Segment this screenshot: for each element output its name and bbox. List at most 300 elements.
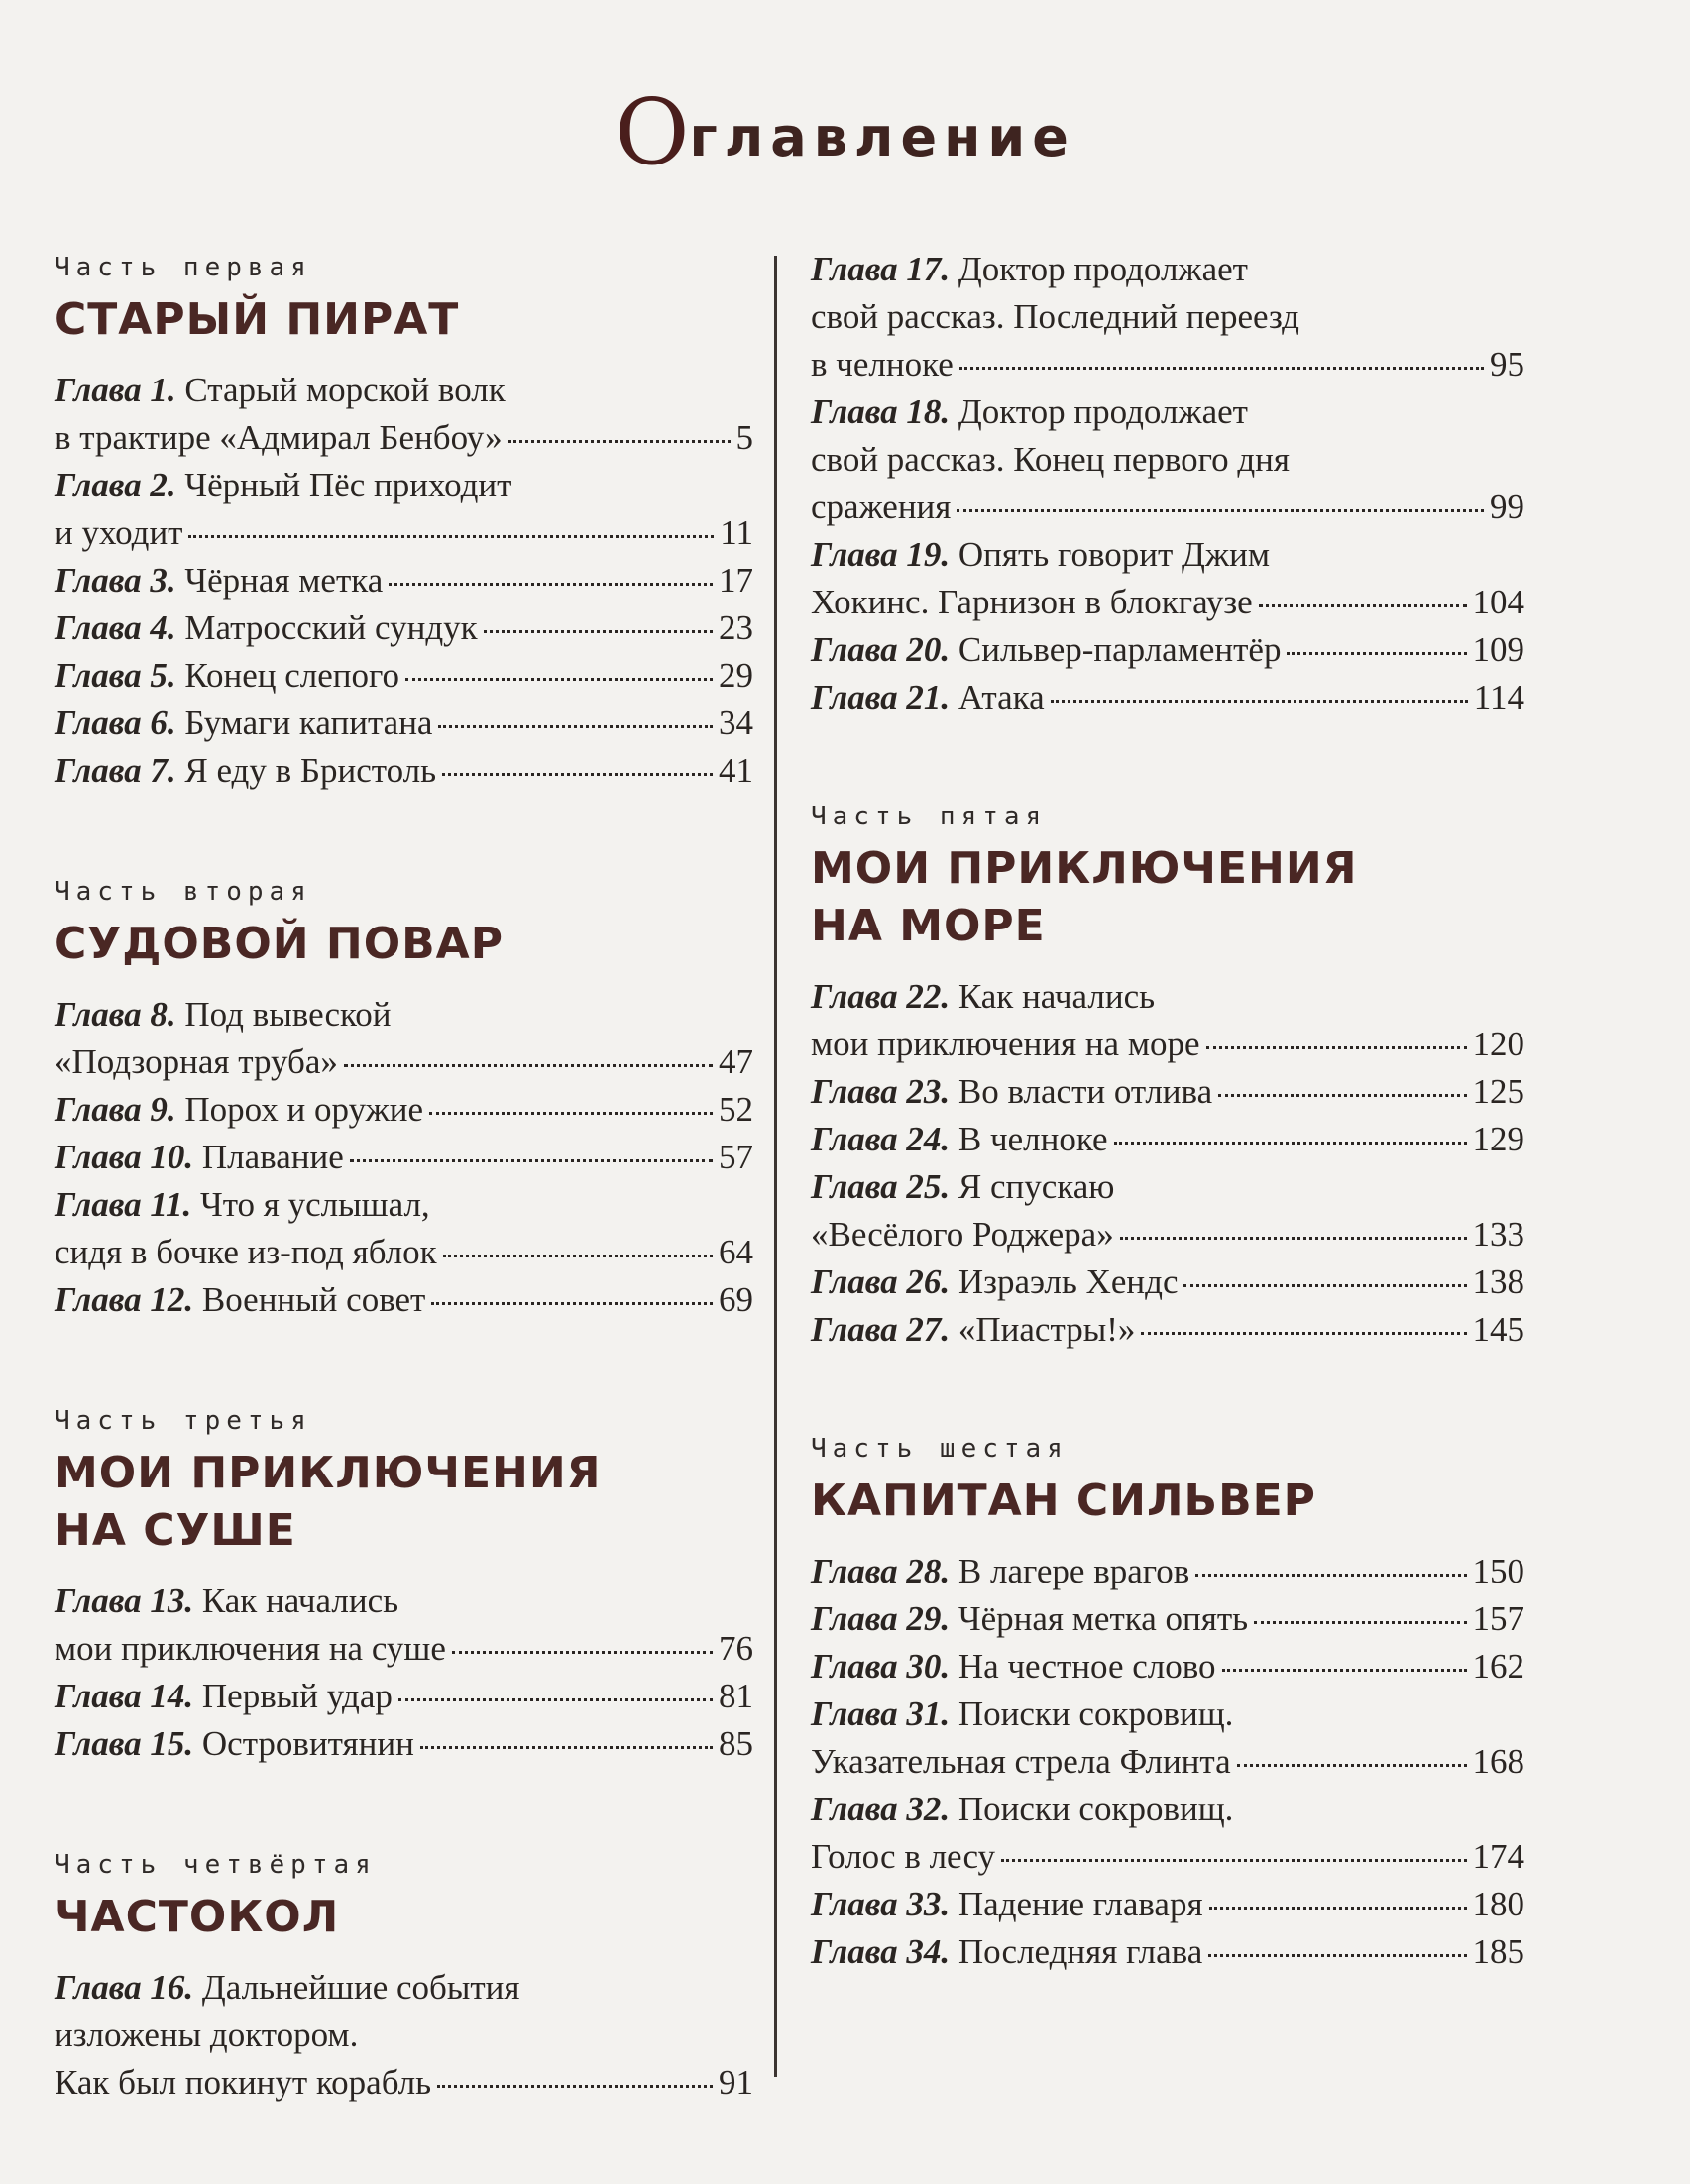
chapter-line-text bbox=[55, 747, 436, 795]
chapter-line bbox=[55, 1720, 753, 1768]
dot-leader bbox=[420, 1746, 713, 1749]
chapter-label: Глава 27. bbox=[811, 1310, 951, 1349]
chapter-line bbox=[55, 1038, 753, 1086]
chapter-entry[interactable] bbox=[811, 1068, 1524, 1116]
chapter-line bbox=[811, 1021, 1524, 1068]
chapter-entry[interactable] bbox=[811, 1306, 1524, 1354]
chapter-title-text: Сильвер-парламентёр bbox=[958, 630, 1282, 669]
chapter-label: Глава 1. bbox=[55, 371, 176, 409]
chapter-line-text bbox=[55, 2059, 431, 2107]
chapter-title-text: сидя в бочке из-под яблок bbox=[55, 1233, 437, 1271]
chapter-line-text bbox=[811, 1021, 1200, 1068]
dot-leader bbox=[1259, 604, 1467, 607]
chapter-line bbox=[55, 1964, 753, 2012]
chapter-title-text: Чёрная метка bbox=[184, 561, 384, 600]
chapter-title-text: Как начались bbox=[201, 1582, 399, 1620]
chapter-line bbox=[811, 246, 1524, 293]
chapter-entry[interactable] bbox=[55, 1134, 753, 1181]
chapter-line bbox=[55, 991, 753, 1038]
page-number: 52 bbox=[719, 1090, 753, 1129]
chapter-title-text: сражения bbox=[811, 488, 952, 526]
chapter-title-text: В лагере врагов bbox=[958, 1552, 1190, 1590]
chapter-title-text: Доктор продолжает bbox=[958, 392, 1248, 431]
chapter-entry[interactable] bbox=[55, 1673, 753, 1720]
page-number: 145 bbox=[1472, 1310, 1524, 1349]
chapter-title-text: Чёрная метка опять bbox=[958, 1599, 1249, 1638]
chapter-line bbox=[811, 1786, 1524, 1833]
page-number: 11 bbox=[720, 513, 753, 552]
chapter-entry[interactable] bbox=[55, 1578, 753, 1673]
chapter-entry[interactable] bbox=[811, 1881, 1524, 1928]
chapter-line bbox=[811, 1691, 1524, 1738]
page-number: 99 bbox=[1490, 488, 1524, 526]
chapter-line-text bbox=[811, 1548, 1189, 1595]
dot-leader bbox=[437, 2085, 713, 2088]
chapter-line-text bbox=[811, 1163, 1114, 1211]
chapter-label: Глава 29. bbox=[811, 1599, 951, 1638]
chapter-line bbox=[811, 1643, 1524, 1691]
chapter-label: Глава 14. bbox=[55, 1677, 194, 1715]
chapter-entry[interactable] bbox=[55, 1276, 753, 1324]
chapter-entry[interactable] bbox=[55, 462, 753, 557]
chapter-line bbox=[55, 1673, 753, 1720]
chapter-line bbox=[55, 747, 753, 795]
chapter-entry[interactable] bbox=[55, 747, 753, 795]
chapter-line bbox=[55, 2059, 753, 2107]
chapter-title-text: Матросский сундук bbox=[184, 608, 478, 647]
chapter-label: Глава 20. bbox=[811, 630, 951, 669]
chapter-entry[interactable] bbox=[811, 1928, 1524, 1976]
chapter-label: Глава 21. bbox=[811, 678, 951, 716]
chapter-title-text: Первый удар bbox=[201, 1677, 393, 1715]
chapter-line bbox=[811, 1258, 1524, 1306]
dot-leader bbox=[1001, 1859, 1466, 1862]
dot-leader bbox=[1141, 1332, 1466, 1335]
page-number: 17 bbox=[719, 561, 753, 600]
chapter-entry[interactable] bbox=[811, 1643, 1524, 1691]
chapter-line-text bbox=[811, 531, 1270, 579]
chapter-entry[interactable] bbox=[55, 700, 753, 747]
chapter-entry[interactable] bbox=[811, 1595, 1524, 1643]
part-title: ЧАСТОКОЛ bbox=[55, 1892, 340, 1942]
chapter-line-text bbox=[811, 1211, 1114, 1258]
toc-right-column bbox=[811, 246, 1524, 2051]
dot-leader bbox=[1206, 1046, 1467, 1049]
chapter-line bbox=[811, 531, 1524, 579]
chapter-line bbox=[811, 293, 1524, 341]
chapter-label: Глава 13. bbox=[55, 1582, 194, 1620]
chapter-title-text: в челноке bbox=[811, 345, 954, 383]
chapter-line-text bbox=[55, 462, 511, 509]
page-number: 138 bbox=[1472, 1262, 1524, 1301]
chapter-line-text bbox=[811, 1928, 1202, 1976]
chapter-line-text bbox=[811, 1691, 1233, 1738]
chapter-title-text: Атака bbox=[958, 678, 1045, 716]
chapter-title-text: Я еду в Бристоль bbox=[184, 751, 437, 790]
part-label: Часть четвёртая bbox=[55, 1850, 377, 1880]
dot-leader bbox=[431, 1302, 713, 1305]
page-number: 174 bbox=[1472, 1837, 1524, 1876]
chapter-label: Глава 3. bbox=[55, 561, 176, 600]
part-label: Часть шестая bbox=[811, 1434, 1069, 1464]
dot-leader bbox=[442, 773, 713, 776]
toc-part bbox=[55, 872, 753, 1324]
chapter-label: Глава 26. bbox=[811, 1262, 951, 1301]
chapter-title-text: мои приключения на суше bbox=[55, 1629, 446, 1668]
chapter-title-text: Хокинс. Гарнизон в блокгаузе bbox=[811, 583, 1253, 621]
chapter-line bbox=[55, 462, 753, 509]
page-number: 64 bbox=[719, 1233, 753, 1271]
chapter-title-text: Я спускаю bbox=[958, 1167, 1115, 1206]
chapter-title-text: Поиски сокровищ. bbox=[958, 1694, 1234, 1733]
chapter-line-text bbox=[811, 484, 951, 531]
page-number: 180 bbox=[1472, 1885, 1524, 1923]
chapter-line-text bbox=[811, 973, 1155, 1021]
chapter-line-text bbox=[55, 652, 399, 700]
chapter-line bbox=[55, 367, 753, 414]
page-number: 114 bbox=[1473, 678, 1524, 716]
chapter-label: Глава 8. bbox=[55, 995, 176, 1034]
chapter-line-text bbox=[55, 1229, 437, 1276]
chapter-label: Глава 33. bbox=[811, 1885, 951, 1923]
chapter-line-text bbox=[811, 1643, 1216, 1691]
dot-leader bbox=[1183, 1284, 1466, 1287]
chapter-line bbox=[811, 1833, 1524, 1881]
chapter-line-text bbox=[55, 1578, 398, 1625]
chapter-line-text bbox=[811, 1068, 1212, 1116]
chapter-entry[interactable] bbox=[811, 246, 1524, 388]
chapter-line bbox=[811, 1163, 1524, 1211]
chapter-line-text bbox=[55, 1673, 393, 1720]
toc-part bbox=[55, 248, 753, 795]
chapter-line-text bbox=[811, 246, 1248, 293]
page-number: 91 bbox=[719, 2063, 753, 2102]
chapter-line bbox=[811, 1928, 1524, 1976]
chapter-title-text: Что я услышал, bbox=[199, 1185, 430, 1224]
chapter-title-text: Последняя глава bbox=[958, 1932, 1203, 1971]
page-number: 47 bbox=[719, 1042, 753, 1081]
page-title bbox=[0, 71, 1690, 185]
page-number: 5 bbox=[735, 418, 753, 457]
page-number: 41 bbox=[719, 751, 753, 790]
chapter-line-text bbox=[811, 1258, 1178, 1306]
chapter-title-text: Дальнейшие события bbox=[201, 1968, 520, 2007]
chapter-line bbox=[811, 579, 1524, 626]
chapter-label: Глава 12. bbox=[55, 1280, 194, 1319]
chapter-line-text bbox=[811, 388, 1248, 436]
chapter-line-text bbox=[55, 700, 432, 747]
chapter-title-text: свой рассказ. Последний переезд bbox=[811, 297, 1299, 336]
dot-leader bbox=[429, 1112, 713, 1115]
chapter-entry[interactable] bbox=[811, 973, 1524, 1068]
chapter-line bbox=[811, 626, 1524, 674]
chapter-label: Глава 16. bbox=[55, 1968, 194, 2007]
chapter-entry[interactable] bbox=[55, 367, 753, 462]
part-title: СТАРЫЙ ПИРАТ bbox=[55, 294, 460, 345]
chapter-line-text bbox=[55, 991, 391, 1038]
chapter-line-text bbox=[55, 557, 383, 604]
toc-part bbox=[811, 797, 1524, 1354]
chapter-label: Глава 17. bbox=[811, 250, 951, 288]
chapter-line-text bbox=[55, 1038, 338, 1086]
chapter-title-text: Опять говорит Джим bbox=[958, 535, 1270, 574]
part-title: СУДОВОЙ ПОВАР bbox=[55, 919, 504, 969]
chapter-line bbox=[55, 1578, 753, 1625]
page-number: 85 bbox=[719, 1724, 753, 1763]
chapter-line-text bbox=[811, 626, 1281, 674]
page-number: 157 bbox=[1472, 1599, 1524, 1638]
chapter-line-text bbox=[55, 509, 182, 557]
toc-part bbox=[811, 1429, 1524, 1976]
chapter-label: Глава 28. bbox=[811, 1552, 951, 1590]
chapter-line-text bbox=[811, 1116, 1108, 1163]
chapter-entry[interactable] bbox=[811, 674, 1524, 721]
chapter-label: Глава 23. bbox=[811, 1072, 951, 1111]
chapter-entry[interactable] bbox=[55, 1086, 753, 1134]
chapter-line bbox=[811, 1548, 1524, 1595]
chapter-line bbox=[55, 557, 753, 604]
page-number: 95 bbox=[1490, 345, 1524, 383]
chapter-line bbox=[811, 1116, 1524, 1163]
chapter-label: Глава 5. bbox=[55, 656, 176, 695]
chapter-line bbox=[811, 1068, 1524, 1116]
chapter-line-text bbox=[55, 1276, 425, 1324]
chapter-title-text: В челноке bbox=[958, 1120, 1108, 1158]
chapter-line bbox=[811, 484, 1524, 531]
chapter-title-text: Указательная стрела Флинта bbox=[811, 1742, 1231, 1781]
chapter-entry[interactable] bbox=[811, 1548, 1524, 1595]
page-number: 125 bbox=[1472, 1072, 1524, 1111]
dot-leader bbox=[1051, 700, 1468, 703]
chapter-entry[interactable] bbox=[811, 388, 1524, 531]
chapter-entry[interactable] bbox=[55, 652, 753, 700]
chapter-line bbox=[811, 1595, 1524, 1643]
chapter-entry[interactable] bbox=[811, 1691, 1524, 1786]
chapter-title-text: «Пиастры!» bbox=[958, 1310, 1136, 1349]
chapter-line bbox=[811, 1738, 1524, 1786]
chapter-line-text bbox=[811, 579, 1253, 626]
page-number: 129 bbox=[1472, 1120, 1524, 1158]
chapter-line bbox=[55, 652, 753, 700]
part-label: Часть пятая bbox=[811, 802, 1048, 831]
page-number: 162 bbox=[1472, 1647, 1524, 1686]
part-title: МОИ ПРИКЛЮЧЕНИЯ НА СУШЕ bbox=[55, 1448, 602, 1556]
page-number: 57 bbox=[719, 1138, 753, 1176]
chapter-line-text bbox=[55, 1964, 519, 2012]
chapter-entry[interactable] bbox=[55, 1964, 753, 2107]
chapter-title-text: Под вывеской bbox=[184, 995, 392, 1034]
chapter-line-text bbox=[55, 414, 503, 462]
dot-leader bbox=[1218, 1094, 1466, 1097]
chapter-line bbox=[811, 973, 1524, 1021]
chapter-label: Глава 24. bbox=[811, 1120, 951, 1158]
toc-left-column bbox=[55, 248, 753, 2184]
page-number: 150 bbox=[1472, 1552, 1524, 1590]
chapter-line bbox=[811, 1881, 1524, 1928]
chapter-line-text bbox=[811, 293, 1299, 341]
chapter-line bbox=[55, 1625, 753, 1673]
chapter-label: Глава 31. bbox=[811, 1694, 951, 1733]
chapter-line bbox=[55, 604, 753, 652]
chapter-line-text bbox=[55, 1720, 414, 1768]
dot-leader bbox=[1287, 652, 1466, 655]
chapter-entry[interactable] bbox=[811, 1163, 1524, 1258]
chapter-label: Глава 11. bbox=[55, 1185, 192, 1224]
part-label: Часть первая bbox=[55, 253, 312, 282]
chapter-label: Глава 7. bbox=[55, 751, 176, 790]
chapter-title-text: Падение главаря bbox=[958, 1885, 1203, 1923]
chapter-label: Глава 10. bbox=[55, 1138, 194, 1176]
dot-leader bbox=[1195, 1574, 1466, 1577]
chapter-title-text: и уходит bbox=[55, 513, 183, 552]
dot-leader bbox=[959, 367, 1484, 370]
chapter-line-text bbox=[55, 1086, 423, 1134]
page-number: 34 bbox=[719, 704, 753, 742]
toc-part bbox=[811, 246, 1524, 721]
dot-leader bbox=[398, 1698, 713, 1701]
chapter-line bbox=[811, 388, 1524, 436]
part-label: Часть третья bbox=[55, 1406, 312, 1436]
page-title-rest: главление bbox=[689, 106, 1075, 168]
dot-leader bbox=[1208, 1954, 1466, 1957]
dot-leader bbox=[389, 583, 713, 586]
dot-leader bbox=[1222, 1669, 1467, 1672]
chapter-line-text bbox=[55, 1181, 430, 1229]
dot-leader bbox=[452, 1651, 713, 1654]
chapter-label: Глава 9. bbox=[55, 1090, 176, 1129]
chapter-entry[interactable] bbox=[55, 1720, 753, 1768]
chapter-title-text: Военный совет bbox=[201, 1280, 426, 1319]
chapter-entry[interactable] bbox=[811, 1258, 1524, 1306]
chapter-line-text bbox=[55, 367, 506, 414]
chapter-line-text bbox=[55, 1134, 344, 1181]
chapter-title-text: Как был покинут корабль bbox=[55, 2063, 432, 2102]
chapter-title-text: Конец слепого bbox=[184, 656, 399, 695]
chapter-title-text: Порох и оружие bbox=[184, 1090, 424, 1129]
dot-leader bbox=[1120, 1237, 1467, 1240]
chapter-line bbox=[55, 1229, 753, 1276]
chapter-line-text bbox=[55, 604, 478, 652]
chapter-entry[interactable] bbox=[811, 531, 1524, 626]
chapter-line-text bbox=[811, 1306, 1135, 1354]
page-number: 29 bbox=[719, 656, 753, 695]
page-number: 185 bbox=[1472, 1932, 1524, 1971]
page-number: 69 bbox=[719, 1280, 753, 1319]
dot-leader bbox=[188, 535, 714, 538]
chapter-label: Глава 18. bbox=[811, 392, 951, 431]
page-number: 104 bbox=[1472, 583, 1524, 621]
chapter-entry[interactable] bbox=[811, 1116, 1524, 1163]
chapter-entry[interactable] bbox=[55, 604, 753, 652]
chapter-line bbox=[55, 1086, 753, 1134]
dot-leader bbox=[350, 1159, 713, 1162]
chapter-line-text bbox=[55, 2012, 358, 2059]
dot-leader bbox=[1209, 1907, 1467, 1910]
chapter-label: Глава 4. bbox=[55, 608, 176, 647]
chapter-line bbox=[55, 509, 753, 557]
chapter-line bbox=[811, 1211, 1524, 1258]
dot-leader bbox=[1237, 1764, 1467, 1767]
chapter-title-text: Плавание bbox=[201, 1138, 344, 1176]
chapter-line bbox=[55, 1276, 753, 1324]
chapter-line-text bbox=[811, 436, 1290, 484]
page-number: 109 bbox=[1472, 630, 1524, 669]
chapter-line bbox=[55, 700, 753, 747]
chapter-line-text bbox=[811, 1881, 1203, 1928]
chapter-line bbox=[55, 1134, 753, 1181]
chapter-entry[interactable] bbox=[55, 557, 753, 604]
chapter-line bbox=[55, 2012, 753, 2059]
chapter-line bbox=[811, 674, 1524, 721]
chapter-line-text bbox=[811, 1595, 1248, 1643]
page-title-initial: О bbox=[615, 79, 690, 185]
chapter-line-text bbox=[55, 1625, 446, 1673]
chapter-title-text: Бумаги капитана bbox=[184, 704, 433, 742]
chapter-label: Глава 19. bbox=[811, 535, 951, 574]
chapter-line bbox=[811, 1306, 1524, 1354]
page-number: 168 bbox=[1472, 1742, 1524, 1781]
toc-part bbox=[55, 1401, 753, 1768]
chapter-title-text: Поиски сокровищ. bbox=[958, 1790, 1234, 1828]
column-divider bbox=[774, 256, 777, 2077]
page-number: 81 bbox=[719, 1677, 753, 1715]
chapter-line-text bbox=[811, 1833, 995, 1881]
chapter-line bbox=[811, 341, 1524, 388]
page-number: 23 bbox=[719, 608, 753, 647]
chapter-entry[interactable] bbox=[811, 1786, 1524, 1881]
chapter-label: Глава 2. bbox=[55, 466, 176, 504]
chapter-label: Глава 34. bbox=[811, 1932, 951, 1971]
chapter-label: Глава 22. bbox=[811, 977, 951, 1016]
chapter-title-text: «Подзорная труба» bbox=[55, 1042, 338, 1081]
chapter-line-text bbox=[811, 674, 1045, 721]
chapter-label: Глава 30. bbox=[811, 1647, 951, 1686]
page-number: 133 bbox=[1472, 1215, 1524, 1254]
chapter-title-text: Доктор продолжает bbox=[958, 250, 1248, 288]
chapter-label: Глава 32. bbox=[811, 1790, 951, 1828]
chapter-line bbox=[55, 414, 753, 462]
chapter-title-text: Как начались bbox=[958, 977, 1156, 1016]
chapter-title-text: Старый морской волк bbox=[184, 371, 506, 409]
chapter-title-text: Островитянин bbox=[201, 1724, 414, 1763]
dot-leader bbox=[957, 509, 1484, 512]
page-number: 120 bbox=[1472, 1025, 1524, 1063]
toc-part bbox=[55, 1845, 753, 2107]
chapter-title-text: Израэль Хендс bbox=[958, 1262, 1179, 1301]
chapter-title-text: Чёрный Пёс приходит bbox=[184, 466, 512, 504]
chapter-label: Глава 15. bbox=[55, 1724, 194, 1763]
chapter-title-text: Голос в лесу bbox=[811, 1837, 996, 1876]
dot-leader bbox=[405, 678, 713, 681]
dot-leader bbox=[484, 630, 713, 633]
chapter-title-text: На честное слово bbox=[958, 1647, 1216, 1686]
chapter-entry[interactable] bbox=[811, 626, 1524, 674]
dot-leader bbox=[344, 1064, 713, 1067]
part-title: МОИ ПРИКЛЮЧЕНИЯ НА МОРЕ bbox=[811, 843, 1358, 951]
page-number: 76 bbox=[719, 1629, 753, 1668]
chapter-line-text bbox=[811, 1738, 1231, 1786]
chapter-line-text bbox=[811, 1786, 1233, 1833]
chapter-title-text: свой рассказ. Конец первого дня bbox=[811, 440, 1291, 479]
chapter-label: Глава 6. bbox=[55, 704, 176, 742]
chapter-entry[interactable] bbox=[55, 1181, 753, 1276]
chapter-title-text: изложены доктором. bbox=[55, 2016, 359, 2054]
part-title: КАПИТАН СИЛЬВЕР bbox=[811, 1475, 1316, 1526]
chapter-label: Глава 25. bbox=[811, 1167, 951, 1206]
chapter-title-text: мои приключения на море bbox=[811, 1025, 1200, 1063]
chapter-entry[interactable] bbox=[55, 991, 753, 1086]
dot-leader bbox=[443, 1255, 713, 1257]
